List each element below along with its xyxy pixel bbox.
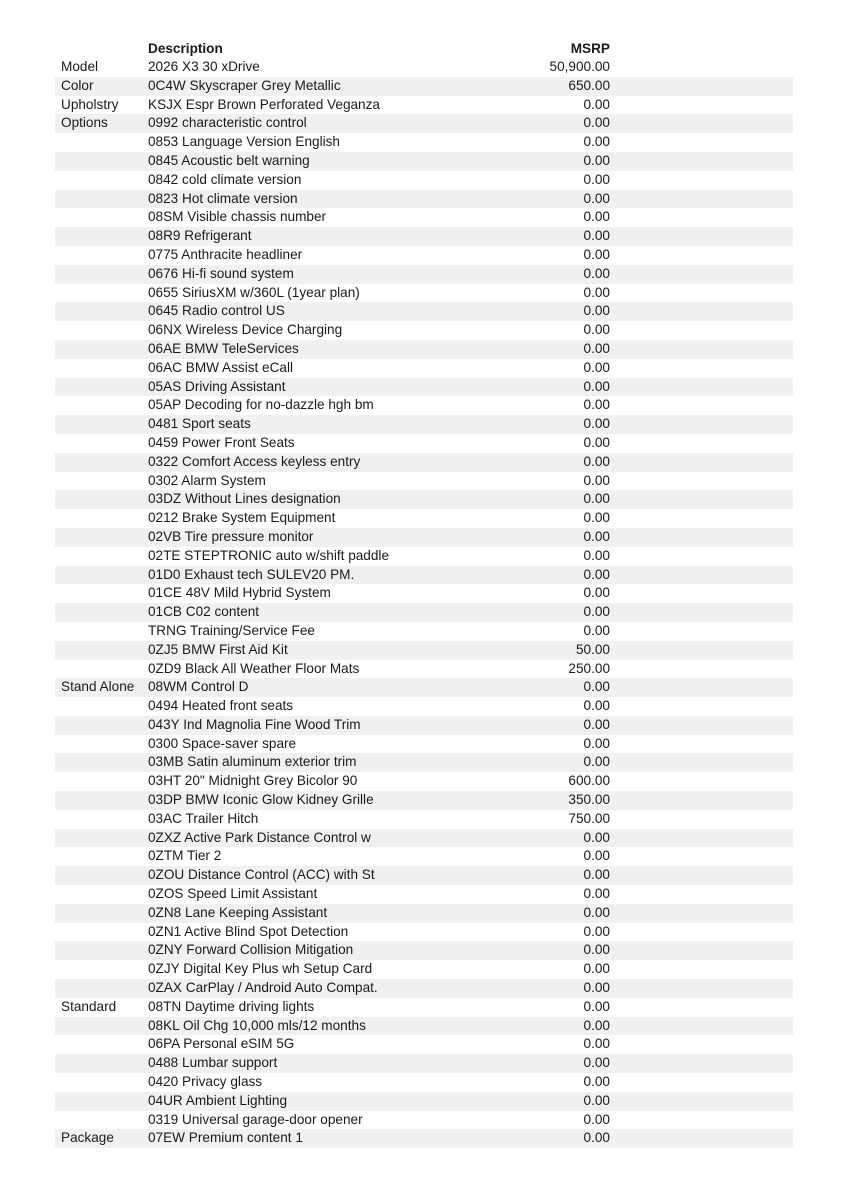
row-category: Stand Alone <box>61 679 135 695</box>
table-row <box>55 829 793 848</box>
row-msrp: 0.00 <box>583 303 610 319</box>
row-description: 0C4W Skyscraper Grey Metallic <box>148 77 341 93</box>
table-row <box>55 678 793 697</box>
table-row <box>55 547 793 566</box>
row-category: Package <box>61 1130 114 1146</box>
row-msrp: 0.00 <box>583 416 610 432</box>
table-row <box>55 359 793 378</box>
row-msrp: 0.00 <box>583 453 610 469</box>
row-description: KSJX Espr Brown Perforated Veganza <box>148 96 380 112</box>
table-row <box>55 622 793 641</box>
row-description: 0481 Sport seats <box>148 416 251 432</box>
table-row <box>55 1129 793 1148</box>
table-row <box>55 1073 793 1092</box>
table-row <box>55 791 793 810</box>
table-row <box>55 885 793 904</box>
row-category: Options <box>61 115 108 131</box>
row-description: 0ZJ5 BMW First Aid Kit <box>148 641 288 657</box>
table-row <box>55 941 793 960</box>
row-description: 06NX Wireless Device Charging <box>148 322 343 338</box>
column-header-msrp: MSRP <box>570 41 610 56</box>
row-description: 0ZN1 Active Blind Spot Detection <box>148 923 349 939</box>
row-description: 0300 Space-saver spare <box>148 735 297 751</box>
table-row <box>55 584 793 603</box>
row-msrp: 0.00 <box>583 1036 610 1052</box>
row-description: 0842 cold climate version <box>148 171 302 187</box>
row-msrp: 0.00 <box>583 1055 610 1071</box>
row-description: 06AE BMW TeleServices <box>148 340 299 356</box>
table-row <box>55 735 793 754</box>
row-msrp: 0.00 <box>583 1074 610 1090</box>
row-msrp: 0.00 <box>583 886 610 902</box>
table-row <box>55 171 793 190</box>
row-description: 02TE STEPTRONIC auto w/shift paddle <box>148 547 390 563</box>
row-description: 01CE 48V Mild Hybrid System <box>148 585 331 601</box>
row-description: 2026 X3 30 xDrive <box>148 59 260 74</box>
table-row <box>55 866 793 885</box>
row-description: 04UR Ambient Lighting <box>148 1092 288 1108</box>
row-description: 0ZOU Distance Control (ACC) with St <box>148 867 375 883</box>
row-description: 06PA Personal eSIM 5G <box>148 1036 295 1052</box>
table-row <box>55 716 793 735</box>
row-msrp: 0.00 <box>583 998 610 1014</box>
row-msrp: 0.00 <box>583 679 610 695</box>
table-row <box>55 152 793 171</box>
row-description: 0ZOS Speed Limit Assistant <box>148 886 318 902</box>
row-description: 0ZJY Digital Key Plus wh Setup Card <box>148 961 373 977</box>
table-row <box>55 472 793 491</box>
row-description: 0212 Brake System Equipment <box>148 510 336 526</box>
table-row <box>55 340 793 359</box>
row-msrp: 750.00 <box>568 810 610 826</box>
row-msrp: 0.00 <box>583 1092 610 1108</box>
row-description: 0775 Anthracite headliner <box>148 246 303 262</box>
row-msrp: 0.00 <box>583 171 610 187</box>
table-row <box>55 58 793 77</box>
row-msrp: 350.00 <box>568 792 610 808</box>
row-msrp: 0.00 <box>583 397 610 413</box>
row-description: 03MB Satin aluminum exterior trim <box>148 754 357 770</box>
row-msrp: 0.00 <box>583 1017 610 1033</box>
table-row <box>55 603 793 622</box>
table-row <box>55 378 793 397</box>
table-row <box>55 660 793 679</box>
row-msrp: 0.00 <box>583 604 610 620</box>
table-row <box>55 528 793 547</box>
row-msrp: 0.00 <box>583 209 610 225</box>
row-msrp: 0.00 <box>583 716 610 732</box>
row-msrp: 0.00 <box>583 322 610 338</box>
row-description: 0845 Acoustic belt warning <box>148 152 310 168</box>
table-row <box>55 772 793 791</box>
table-row <box>55 1111 793 1130</box>
table-row <box>55 979 793 998</box>
row-msrp: 0.00 <box>583 942 610 958</box>
row-msrp: 0.00 <box>583 735 610 751</box>
row-msrp: 0.00 <box>583 585 610 601</box>
table-row <box>55 566 793 585</box>
row-msrp: 0.00 <box>583 698 610 714</box>
row-msrp: 0.00 <box>583 1130 610 1146</box>
row-msrp: 0.00 <box>583 547 610 563</box>
row-description: 0823 Hot climate version <box>148 190 298 206</box>
table-row <box>55 1017 793 1036</box>
table-row <box>55 998 793 1017</box>
row-description: 07EW Premium content 1 <box>148 1130 303 1146</box>
table-row <box>55 227 793 246</box>
table-row <box>55 246 793 265</box>
row-description: 03HT 20" Midnight Grey Bicolor 90 <box>148 773 358 789</box>
row-msrp: 0.00 <box>583 134 610 150</box>
row-msrp: 0.00 <box>583 961 610 977</box>
row-msrp: 0.00 <box>583 284 610 300</box>
row-description: 0853 Language Version English <box>148 134 340 150</box>
row-description: 0676 Hi-fi sound system <box>148 265 294 281</box>
row-description: 043Y Ind Magnolia Fine Wood Trim <box>148 716 361 732</box>
table-row <box>55 509 793 528</box>
row-description: 08SM Visible chassis number <box>148 209 327 225</box>
row-msrp: 600.00 <box>568 773 610 789</box>
row-description: 0ZNY Forward Collision Mitigation <box>148 942 354 958</box>
table-row <box>55 321 793 340</box>
row-description: 0ZD9 Black All Weather Floor Mats <box>148 660 360 676</box>
row-msrp: 0.00 <box>583 359 610 375</box>
table-row <box>55 434 793 453</box>
row-msrp: 0.00 <box>583 622 610 638</box>
row-msrp: 0.00 <box>583 867 610 883</box>
row-description: 0992 characteristic control <box>148 115 307 131</box>
table-row <box>55 960 793 979</box>
table-row <box>55 396 793 415</box>
row-description: 08R9 Refrigerant <box>148 228 252 244</box>
row-msrp: 0.00 <box>583 528 610 544</box>
options-pricing-table <box>55 39 793 1148</box>
row-msrp: 250.00 <box>568 660 610 676</box>
row-msrp: 0.00 <box>583 904 610 920</box>
table-row <box>55 1054 793 1073</box>
row-description: 0302 Alarm System <box>148 472 266 488</box>
table-row <box>55 904 793 923</box>
row-description: 0655 SiriusXM w/360L (1year plan) <box>148 284 360 300</box>
options-table-body <box>55 58 793 1148</box>
table-row <box>55 265 793 284</box>
row-description: 05AP Decoding for no-dazzle hgh bm <box>148 397 374 413</box>
row-msrp: 0.00 <box>583 340 610 356</box>
table-header-row <box>55 39 793 58</box>
row-msrp: 0.00 <box>583 434 610 450</box>
row-description: 01CB C02 content <box>148 604 260 620</box>
row-description: 06AC BMW Assist eCall <box>148 359 294 375</box>
row-msrp: 0.00 <box>583 1111 610 1127</box>
row-description: 03AC Trailer Hitch <box>148 810 259 826</box>
row-description: 02VB Tire pressure monitor <box>148 528 314 544</box>
row-description: 08TN Daytime driving lights <box>148 998 315 1014</box>
row-description: 0319 Universal garage-door opener <box>148 1111 363 1127</box>
row-msrp: 50,900.00 <box>549 59 610 74</box>
table-row <box>55 1092 793 1111</box>
table-row <box>55 453 793 472</box>
table-row <box>55 302 793 321</box>
table-row <box>55 847 793 866</box>
table-row <box>55 1035 793 1054</box>
row-description: 08WM Control D <box>148 679 249 695</box>
table-row <box>55 697 793 716</box>
row-msrp: 0.00 <box>583 228 610 244</box>
table-row <box>55 490 793 509</box>
row-msrp: 650.00 <box>568 77 610 93</box>
row-description: 0488 Lumbar support <box>148 1055 278 1071</box>
row-msrp: 50.00 <box>575 641 610 657</box>
row-msrp: 0.00 <box>583 115 610 131</box>
row-msrp: 0.00 <box>583 96 610 112</box>
table-row <box>55 114 793 133</box>
table-row <box>55 96 793 115</box>
column-header-description: Description <box>148 41 223 56</box>
row-category: Model <box>61 59 99 74</box>
table-row <box>55 77 793 96</box>
row-description: 0322 Comfort Access keyless entry <box>148 453 361 469</box>
row-description: 0420 Privacy glass <box>148 1074 263 1090</box>
table-row <box>55 208 793 227</box>
row-description: 0ZAX CarPlay / Android Auto Compat. <box>148 980 378 996</box>
table-row <box>55 415 793 434</box>
row-description: 03DP BMW Iconic Glow Kidney Grille <box>148 792 374 808</box>
row-description: 05AS Driving Assistant <box>148 378 286 394</box>
row-msrp: 0.00 <box>583 510 610 526</box>
table-row <box>55 923 793 942</box>
row-msrp: 0.00 <box>583 848 610 864</box>
row-msrp: 0.00 <box>583 923 610 939</box>
row-msrp: 0.00 <box>583 980 610 996</box>
row-category: Upholstry <box>61 96 119 112</box>
row-msrp: 0.00 <box>583 566 610 582</box>
row-description: 03DZ Without Lines designation <box>148 491 341 507</box>
row-msrp: 0.00 <box>583 829 610 845</box>
table-row <box>55 753 793 772</box>
row-description: 0645 Radio control US <box>148 303 285 319</box>
row-msrp: 0.00 <box>583 190 610 206</box>
row-description: TRNG Training/Service Fee <box>148 622 315 638</box>
row-description: 0459 Power Front Seats <box>148 434 295 450</box>
row-description: 08KL Oil Chg 10,000 mls/12 months <box>148 1017 366 1033</box>
row-category: Standard <box>61 998 117 1014</box>
row-msrp: 0.00 <box>583 472 610 488</box>
row-msrp: 0.00 <box>583 246 610 262</box>
row-msrp: 0.00 <box>583 378 610 394</box>
table-row <box>55 641 793 660</box>
row-description: 0ZN8 Lane Keeping Assistant <box>148 904 328 920</box>
row-category: Color <box>61 77 94 93</box>
row-msrp: 0.00 <box>583 265 610 281</box>
row-description: 0ZXZ Active Park Distance Control w <box>148 829 371 845</box>
row-description: 0ZTM Tier 2 <box>148 848 222 864</box>
table-row <box>55 133 793 152</box>
row-description: 01D0 Exhaust tech SULEV20 PM. <box>148 566 355 582</box>
row-msrp: 0.00 <box>583 754 610 770</box>
table-row <box>55 810 793 829</box>
row-msrp: 0.00 <box>583 152 610 168</box>
table-row <box>55 284 793 303</box>
row-description: 0494 Heated front seats <box>148 698 294 714</box>
row-msrp: 0.00 <box>583 491 610 507</box>
table-row <box>55 190 793 209</box>
